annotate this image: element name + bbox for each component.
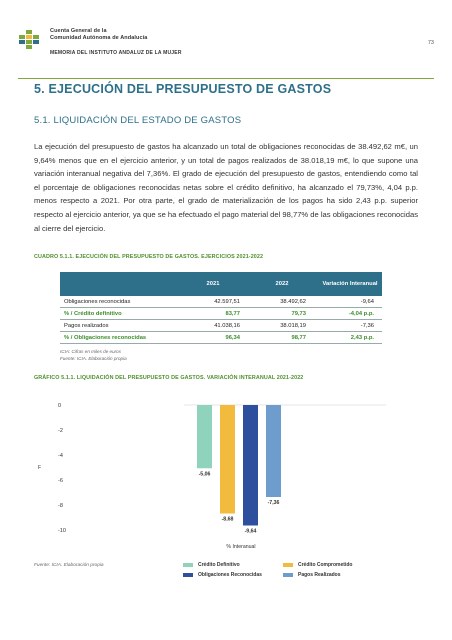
legend-swatch xyxy=(183,573,193,578)
bar xyxy=(266,405,281,497)
y-tick-label: -8 xyxy=(58,503,63,509)
cell-variacion: 2,43 p.p. xyxy=(350,335,374,341)
legend-swatch xyxy=(283,563,293,568)
cell-2022: 79,73 xyxy=(291,311,306,317)
row-label: Pagos realizados xyxy=(64,323,109,329)
cell-variacion: -7,36 xyxy=(360,323,374,329)
cell-2022: 38.492,62 xyxy=(280,299,306,305)
memoria-title: MEMORIA DEL INSTITUTO ANDALUZ DE LA MUJER xyxy=(50,50,182,56)
legend-item xyxy=(183,572,262,578)
y-tick-label: -2 xyxy=(58,428,63,434)
budget-table xyxy=(60,272,382,344)
y-tick-label: -4 xyxy=(58,453,63,459)
table-row xyxy=(60,332,382,344)
page-header xyxy=(18,20,434,58)
y-tick-label: 0 xyxy=(58,403,62,409)
legend-label: Pagos Realizados xyxy=(298,572,341,578)
cell-2021: 41.038,16 xyxy=(214,323,240,329)
legend-swatch xyxy=(283,573,293,578)
y-axis-side-label: F xyxy=(38,465,42,471)
x-axis-label: % Interanual xyxy=(226,544,256,550)
cell-2022: 38.018,19 xyxy=(280,323,306,329)
cell-2021: 96,34 xyxy=(225,335,240,341)
table-note-source: Fuente: ICIA. Elaboración propia xyxy=(60,356,127,361)
cell-2021: 42.597,51 xyxy=(214,299,240,305)
cell-2021: 83,77 xyxy=(225,311,240,317)
legend-label: Crédito Comprometido xyxy=(298,562,353,568)
bar-data-label: -7,36 xyxy=(267,500,280,506)
body-paragraph: La ejecución del presupuesto de gastos ha alcanzado un total de obligaciones reconocidas de 38.492,62 m€, un 9,64% menos que en el ejercicio anterior, y un total de pagos realizados de 38.018,19 m€, lo que supone una variación interanual negativa del 7,36%. El grado de ejecución del presupuesto de gastos, entendiendo como tal el porcentaje de obligaciones reconocidas netas sobre el crédito definitivo, ha alcanzado el 79,73%, 4,04 p.p. menos respecto a 2021. Por otra parte, el grado de materialización de los pagos ha sido 2,43 p.p. superior respecto al ejercicio anterior, ya que se ha efectuado el pago material del 98,77% de las obligaciones reconocidas al cierre del ejercicio. xyxy=(34,142,418,233)
legend-swatch xyxy=(183,563,193,568)
chart-title: GRÁFICO 5.1.1. LIQUIDACIÓN DEL PRESUPUESTO DE GASTOS. VARIACIÓN INTERANUAL 2021-2022 xyxy=(34,375,304,381)
section-title: 5. EJECUCIÓN DEL PRESUPUESTO DE GASTOS xyxy=(34,82,332,96)
cell-variacion: -9,64 xyxy=(360,299,374,305)
subsection-title: 5.1. LIQUIDACIÓN DEL ESTADO DE GASTOS xyxy=(34,115,242,126)
page-number: 73 xyxy=(427,40,434,46)
bar-data-label: -9,64 xyxy=(244,528,257,535)
junta-andalucia-logo-icon xyxy=(18,26,44,52)
table-row xyxy=(60,320,382,332)
table-body xyxy=(60,296,382,344)
bar xyxy=(243,405,258,526)
bar xyxy=(220,405,235,514)
org-name-line2: Comunidad Autónoma de Andalucía xyxy=(50,35,148,41)
table-note-units: ICIA: Cifras en miles de euros xyxy=(60,349,122,354)
variation-bar-chart xyxy=(34,395,434,590)
header-2022: 2022 xyxy=(275,280,289,287)
table-row xyxy=(60,296,382,308)
bar-data-label: -5,06 xyxy=(198,471,211,478)
table-notes xyxy=(60,348,127,362)
table-row xyxy=(60,308,382,320)
legend-item xyxy=(283,572,341,578)
row-label: % / Crédito definitivo xyxy=(64,311,122,317)
row-label: Obligaciones reconocidas xyxy=(64,299,131,305)
legend-item xyxy=(283,562,352,568)
y-tick-label: -6 xyxy=(58,478,63,484)
cell-variacion: -4,04 p.p. xyxy=(348,311,374,317)
bar xyxy=(197,405,212,468)
table-header xyxy=(60,272,382,296)
legend-item xyxy=(183,562,240,568)
table-title: CUADRO 5.1.1. EJECUCIÓN DEL PRESUPUESTO DE GASTOS. EJERCICIOS 2021-2022 xyxy=(34,254,264,260)
legend-label: Obligaciones Reconocidas xyxy=(198,572,262,578)
y-tick-label: -10 xyxy=(58,528,66,534)
header-2021: 2021 xyxy=(206,280,220,287)
header-divider xyxy=(18,78,434,79)
row-label: % / Obligaciones reconocidas xyxy=(64,335,147,341)
chart-source: Fuente: ICIA. Elaboración propia xyxy=(34,563,104,568)
legend-label: Crédito Definitivo xyxy=(198,562,240,568)
org-name-line1: Cuenta General de la xyxy=(50,28,107,34)
bar-data-label: -8,68 xyxy=(221,516,234,523)
cell-2022: 98,77 xyxy=(291,335,306,341)
header-variacion: Variación Interanual xyxy=(322,280,378,287)
